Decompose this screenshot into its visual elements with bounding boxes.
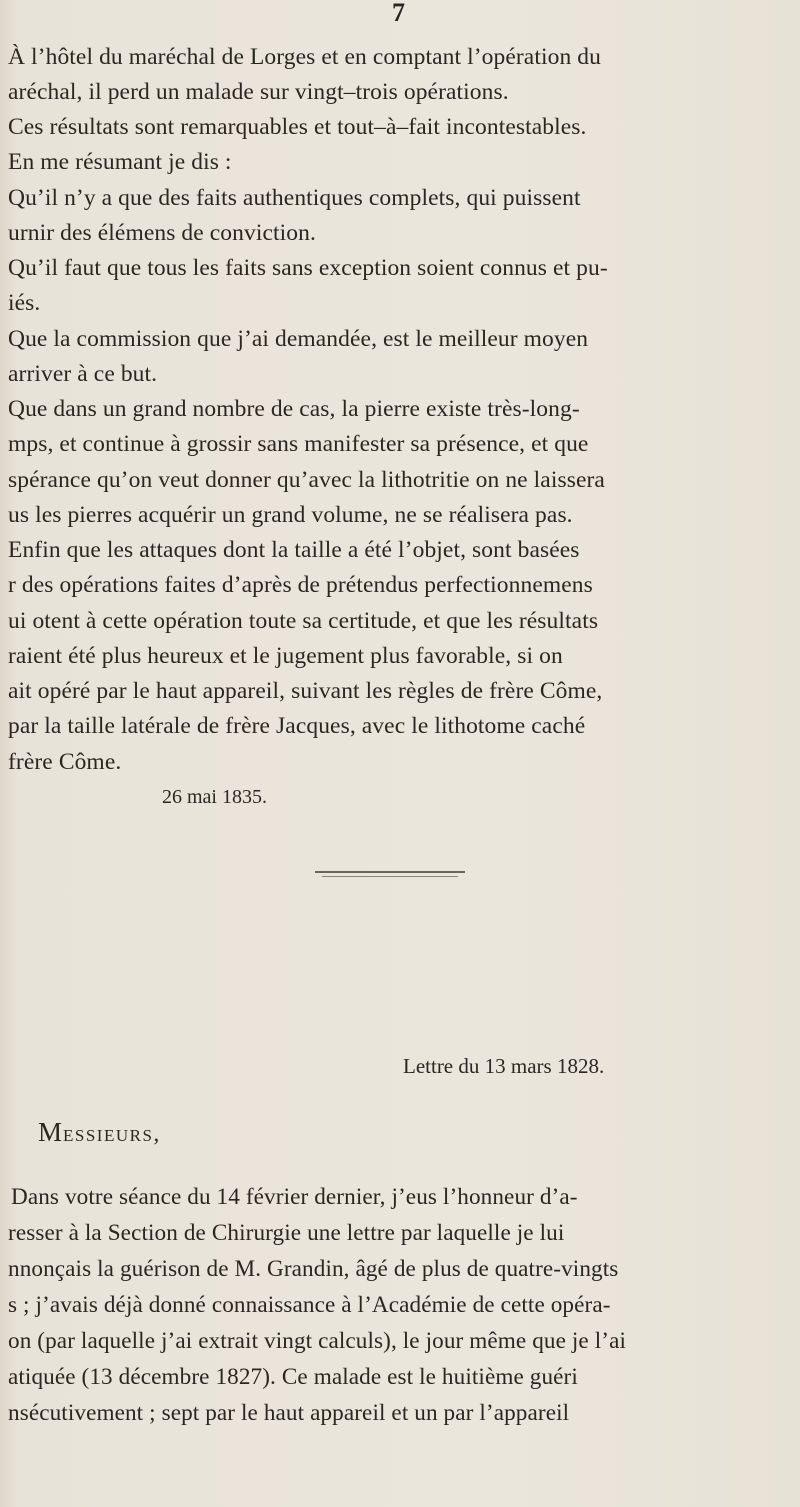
text-line: par la taille latérale de frère Jacques, avec le lithotome caché bbox=[8, 713, 586, 739]
section-divider-underline bbox=[322, 876, 458, 877]
text-line: spérance qu’on veut donner qu’avec la lithotritie on ne laissera bbox=[8, 467, 605, 493]
text-line: Qu’il n’y a que des faits authentiques complets, qui puissent bbox=[8, 185, 581, 211]
text-line: on (par laquelle j’ai extrait vingt calculs), le jour même que je l’ai bbox=[8, 1328, 627, 1354]
text-line: nnonçais la guérison de M. Grandin, âgé de plus de quatre-vingts bbox=[8, 1256, 619, 1282]
text-line: aréchal, il perd un malade sur vingt–trois opérations. bbox=[8, 79, 509, 105]
text-line: En me résumant je dis : bbox=[8, 149, 232, 175]
text-line: mps, et continue à grossir sans manifester sa présence, et que bbox=[8, 431, 589, 457]
text-line: Ces résultats sont remarquables et tout–à–fait incontestables. bbox=[8, 114, 587, 140]
text-line: Dans votre séance du 14 février dernier, j’eus l’honneur d’a- bbox=[11, 1184, 578, 1210]
salutation-initial: M bbox=[38, 1117, 64, 1147]
page-number: 7 bbox=[392, 0, 405, 27]
text-line: Que la commission que j’ai demandée, est le meilleur moyen bbox=[8, 326, 589, 352]
letter-heading: Lettre du 13 mars 1828. bbox=[403, 1054, 605, 1078]
text-line: arriver à ce but. bbox=[8, 361, 158, 387]
text-line: resser à la Section de Chirurgie une lettre par laquelle je lui bbox=[8, 1220, 565, 1246]
text-line: s ; j’avais déjà donné connaissance à l’Académie de cette opéra- bbox=[8, 1292, 611, 1318]
text-line: us les pierres acquérir un grand volume, ne se réalisera pas. bbox=[8, 502, 573, 528]
text-line: Qu’il faut que tous les faits sans exception soient connus et pu- bbox=[8, 255, 608, 281]
text-line: Que dans un grand nombre de cas, la pierre existe très-long- bbox=[8, 396, 580, 422]
text-line: r des opérations faites d’après de prétendus perfectionnemens bbox=[8, 572, 593, 598]
text-line: iés. bbox=[8, 290, 41, 316]
signature-date: 26 mai 1835. bbox=[162, 786, 267, 808]
text-line: atiquée (13 décembre 1827). Ce malade est le huitième guéri bbox=[8, 1364, 578, 1390]
section-divider bbox=[315, 871, 465, 873]
text-line: frère Côme. bbox=[8, 749, 122, 775]
letter-salutation bbox=[38, 1117, 160, 1148]
salutation-small-caps: ESSIEURS bbox=[63, 1126, 154, 1145]
text-line: ait opéré par le haut appareil, suivant les règles de frère Côme, bbox=[8, 678, 603, 704]
text-line: À l’hôtel du maréchal de Lorges et en comptant l’opération du bbox=[8, 44, 601, 70]
text-line: raient été plus heureux et le jugement plus favorable, si on bbox=[8, 643, 563, 669]
salutation-comma: , bbox=[153, 1121, 161, 1146]
text-line: ui otent à cette opération toute sa certitude, et que les résultats bbox=[8, 608, 599, 634]
text-line: Enfin que les attaques dont la taille a été l’objet, sont basées bbox=[8, 537, 580, 563]
text-line: nsécutivement ; sept par le haut appareil et un par l’appareil bbox=[8, 1400, 570, 1426]
text-line: urnir des élémens de conviction. bbox=[8, 220, 316, 246]
